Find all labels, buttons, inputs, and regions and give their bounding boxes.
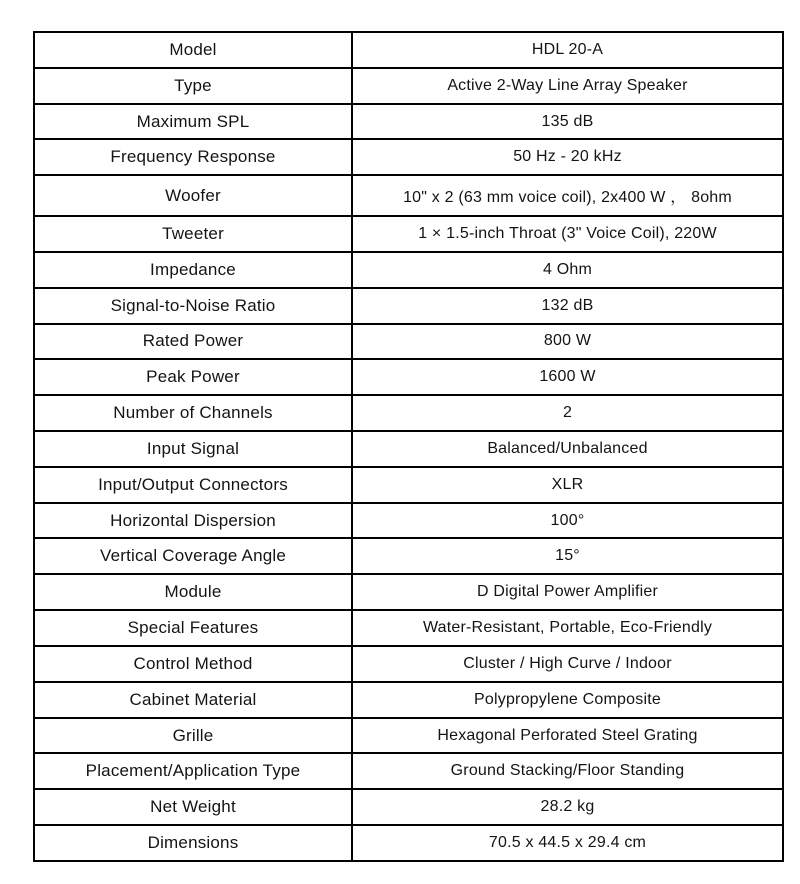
spec-row-signal-to-noise-ratio — [34, 288, 783, 324]
spec-label: Horizontal Dispersion — [34, 503, 352, 539]
spec-label: Woofer — [34, 175, 352, 216]
spec-value: 50 Hz - 20 kHz — [352, 139, 783, 175]
spec-value: Ground Stacking/Floor Standing — [352, 753, 783, 789]
spec-value: Balanced/Unbalanced — [352, 431, 783, 467]
spec-label: Maximum SPL — [34, 104, 352, 140]
spec-row-special-features — [34, 610, 783, 646]
spec-value: 4 Ohm — [352, 252, 783, 288]
spec-row-model — [34, 32, 783, 68]
spec-row-tweeter — [34, 216, 783, 252]
spec-row-net-weight — [34, 789, 783, 825]
spec-value: 2 — [352, 395, 783, 431]
spec-row-input-signal — [34, 431, 783, 467]
spec-row-dimensions — [34, 825, 783, 861]
spec-label: Frequency Response — [34, 139, 352, 175]
spec-value: 10" x 2 (63 mm voice coil), 2x400 W ， 8ohm — [352, 175, 783, 216]
spec-label: Impedance — [34, 252, 352, 288]
spec-row-input-output-connectors — [34, 467, 783, 503]
spec-value: 100° — [352, 503, 783, 539]
spec-row-vertical-coverage-angle — [34, 538, 783, 574]
spec-value: Cluster / High Curve / Indoor — [352, 646, 783, 682]
spec-value: 135 dB — [352, 104, 783, 140]
spec-row-rated-power — [34, 324, 783, 360]
spec-value: XLR — [352, 467, 783, 503]
spec-row-type — [34, 68, 783, 104]
spec-label: Cabinet Material — [34, 682, 352, 718]
spec-value: Active 2-Way Line Array Speaker — [352, 68, 783, 104]
spec-row-frequency-response — [34, 139, 783, 175]
spec-value: 132 dB — [352, 288, 783, 324]
spec-label: Special Features — [34, 610, 352, 646]
spec-row-placement-application-type — [34, 753, 783, 789]
spec-row-control-method — [34, 646, 783, 682]
spec-label: Module — [34, 574, 352, 610]
spec-value: Polypropylene Composite — [352, 682, 783, 718]
spec-label: Tweeter — [34, 216, 352, 252]
spec-value: 70.5 x 44.5 x 29.4 cm — [352, 825, 783, 861]
spec-value: 1 × 1.5-inch Throat (3" Voice Coil), 220W — [352, 216, 783, 252]
spec-value: Hexagonal Perforated Steel Grating — [352, 718, 783, 754]
spec-value: 1600 W — [352, 359, 783, 395]
spec-label: Model — [34, 32, 352, 68]
spec-label: Control Method — [34, 646, 352, 682]
spec-value: Water-Resistant, Portable, Eco-Friendly — [352, 610, 783, 646]
spec-row-module — [34, 574, 783, 610]
spec-value: HDL 20-A — [352, 32, 783, 68]
spec-row-maximum-spl — [34, 104, 783, 140]
spec-value: 800 W — [352, 324, 783, 360]
spec-row-cabinet-material — [34, 682, 783, 718]
spec-label: Input/Output Connectors — [34, 467, 352, 503]
spec-value: D Digital Power Amplifier — [352, 574, 783, 610]
spec-label: Type — [34, 68, 352, 104]
spec-label: Dimensions — [34, 825, 352, 861]
spec-label: Net Weight — [34, 789, 352, 825]
spec-label: Vertical Coverage Angle — [34, 538, 352, 574]
spec-label: Signal-to-Noise Ratio — [34, 288, 352, 324]
spec-row-woofer — [34, 175, 783, 216]
spec-row-peak-power — [34, 359, 783, 395]
spec-row-impedance — [34, 252, 783, 288]
spec-label: Peak Power — [34, 359, 352, 395]
spec-value: 28.2 kg — [352, 789, 783, 825]
spec-table — [33, 31, 784, 862]
spec-table-body — [34, 32, 783, 861]
spec-label: Placement/Application Type — [34, 753, 352, 789]
spec-label: Number of Channels — [34, 395, 352, 431]
spec-label: Input Signal — [34, 431, 352, 467]
spec-label: Grille — [34, 718, 352, 754]
spec-label: Rated Power — [34, 324, 352, 360]
spec-row-grille — [34, 718, 783, 754]
spec-value: 15° — [352, 538, 783, 574]
spec-row-number-of-channels — [34, 395, 783, 431]
spec-row-horizontal-dispersion — [34, 503, 783, 539]
